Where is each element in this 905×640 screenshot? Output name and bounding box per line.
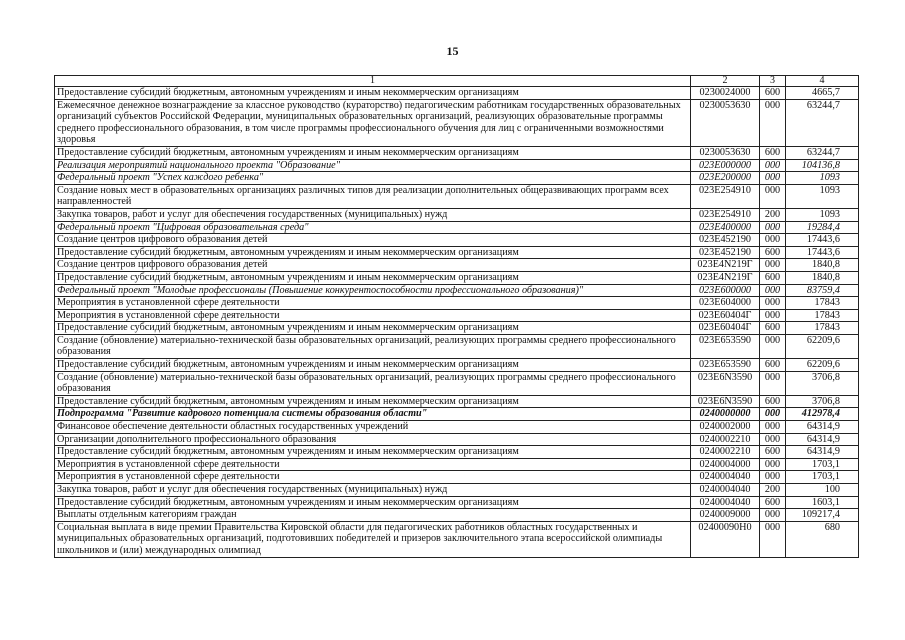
row-code-cell: 023Е653590 (691, 359, 760, 372)
row-code-cell: 0240002210 (691, 433, 760, 446)
table-row (55, 309, 859, 322)
row-name-cell: Предоставление субсидий бюджетным, автономным учреждениям и иным некоммерческим организациям (55, 322, 691, 335)
table-row (55, 359, 859, 372)
row-code-cell: 0240004040 (691, 496, 760, 509)
row-sum-cell: 1093 (786, 172, 859, 185)
row-vr-cell: 000 (760, 284, 786, 297)
table-row (55, 322, 859, 335)
column-header-code: 2 (691, 76, 760, 87)
table-row (55, 395, 859, 408)
row-sum-cell: 1840,8 (786, 259, 859, 272)
row-name-cell: Предоставление субсидий бюджетным, автономным учреждениям и иным некоммерческим организациям (55, 359, 691, 372)
table-row (55, 284, 859, 297)
row-sum-cell: 17843 (786, 297, 859, 310)
row-vr-cell: 000 (760, 334, 786, 358)
row-name-cell: Федеральный проект "Молодые профессионалы (Повышение конкурентоспособности профессионального образования)" (55, 284, 691, 297)
row-name-cell: Предоставление субсидий бюджетным, автономным учреждениям и иным некоммерческим организациям (55, 446, 691, 459)
row-name-cell: Финансовое обеспечение деятельности областных государственных учреждений (55, 421, 691, 434)
row-sum-cell: 109217,4 (786, 509, 859, 522)
row-name-cell: Создание центров цифрового образования детей (55, 234, 691, 247)
row-vr-cell: 000 (760, 234, 786, 247)
row-name-cell: Предоставление субсидий бюджетным, автономным учреждениям и иным некоммерческим организациям (55, 271, 691, 284)
row-sum-cell: 64314,9 (786, 446, 859, 459)
row-vr-cell: 000 (760, 309, 786, 322)
row-vr-cell: 000 (760, 184, 786, 208)
row-code-cell: 0230053630 (691, 99, 760, 146)
row-name-cell: Мероприятия в установленной сфере деятельности (55, 458, 691, 471)
row-vr-cell: 000 (760, 433, 786, 446)
row-name-cell: Создание центров цифрового образования детей (55, 259, 691, 272)
row-vr-cell: 000 (760, 458, 786, 471)
row-code-cell: 023Е6N3590 (691, 371, 760, 395)
row-sum-cell: 3706,8 (786, 371, 859, 395)
row-vr-cell: 000 (760, 421, 786, 434)
table-row (55, 421, 859, 434)
table-row (55, 159, 859, 172)
table-row (55, 146, 859, 159)
row-code-cell: 023Е4N219Г (691, 271, 760, 284)
table-row (55, 496, 859, 509)
table-row (55, 234, 859, 247)
row-code-cell: 0240002210 (691, 446, 760, 459)
page-number: 15 (446, 44, 459, 58)
row-sum-cell: 17443,6 (786, 246, 859, 259)
budget-table-body (55, 76, 859, 558)
table-row (55, 484, 859, 497)
row-vr-cell: 000 (760, 221, 786, 234)
table-row (55, 184, 859, 208)
row-code-cell: 023Е60404Г (691, 322, 760, 335)
row-code-cell: 023Е600000 (691, 284, 760, 297)
row-vr-cell: 600 (760, 359, 786, 372)
row-sum-cell: 1840,8 (786, 271, 859, 284)
row-name-cell: Мероприятия в установленной сфере деятельности (55, 471, 691, 484)
row-sum-cell: 63244,7 (786, 99, 859, 146)
row-name-cell: Предоставление субсидий бюджетным, автономным учреждениям и иным некоммерческим организациям (55, 146, 691, 159)
row-vr-cell: 000 (760, 297, 786, 310)
row-sum-cell: 3706,8 (786, 395, 859, 408)
row-vr-cell: 600 (760, 446, 786, 459)
row-vr-cell: 000 (760, 371, 786, 395)
row-sum-cell: 1703,1 (786, 471, 859, 484)
table-row (55, 172, 859, 185)
row-name-cell: Ежемесячное денежное вознаграждение за классное руководство (кураторство) педагогическим работникам государственных образовательных организаций субъектов Российской Федерации, муниципальных образовательных организаций, реализующих образовательные программы среднего профессионального образования, в том числе программы профессионального обучения для лиц с ограниченными возможностями здоровья (55, 99, 691, 146)
table-row (55, 458, 859, 471)
row-name-cell: Федеральный проект "Успех каждого ребенка" (55, 172, 691, 185)
row-vr-cell: 600 (760, 395, 786, 408)
row-sum-cell: 1093 (786, 208, 859, 221)
row-code-cell: 023Е254910 (691, 184, 760, 208)
row-name-cell: Создание новых мест в образовательных организациях различных типов для реализации дополнительных общеразвивающих программ всех направленностей (55, 184, 691, 208)
row-name-cell: Реализация мероприятий национального проекта "Образование" (55, 159, 691, 172)
table-row (55, 521, 859, 557)
row-sum-cell: 4665,7 (786, 87, 859, 100)
column-header-vr: 3 (760, 76, 786, 87)
row-sum-cell: 17843 (786, 309, 859, 322)
row-code-cell: 023Е200000 (691, 172, 760, 185)
row-name-cell: Предоставление субсидий бюджетным, автономным учреждениям и иным некоммерческим организациям (55, 395, 691, 408)
row-vr-cell: 600 (760, 322, 786, 335)
row-code-cell: 0240004040 (691, 471, 760, 484)
row-name-cell: Выплаты отдельным категориям граждан (55, 509, 691, 522)
row-sum-cell: 1703,1 (786, 458, 859, 471)
table-row (55, 99, 859, 146)
row-vr-cell: 200 (760, 484, 786, 497)
row-code-cell: 023Е452190 (691, 246, 760, 259)
row-name-cell: Предоставление субсидий бюджетным, автономным учреждениям и иным некоммерческим организациям (55, 246, 691, 259)
row-sum-cell: 19284,4 (786, 221, 859, 234)
table-row (55, 87, 859, 100)
row-code-cell: 0240000000 (691, 408, 760, 421)
row-name-cell: Федеральный проект "Цифровая образовательная среда" (55, 221, 691, 234)
row-vr-cell: 600 (760, 246, 786, 259)
row-name-cell: Закупка товаров, работ и услуг для обеспечения государственных (муниципальных) нужд (55, 208, 691, 221)
table-row (55, 221, 859, 234)
row-sum-cell: 62209,6 (786, 359, 859, 372)
row-code-cell: 02400090Н0 (691, 521, 760, 557)
row-sum-cell: 62209,6 (786, 334, 859, 358)
row-sum-cell: 100 (786, 484, 859, 497)
row-name-cell: Социальная выплата в виде премии Правительства Кировской области для педагогических работников областных государственных и муниципальных образовательных организаций, подготовивших победителей и призеров заключительного этапа всероссийской олимпиады школьников и (или) международных олимпиад (55, 521, 691, 557)
row-code-cell: 023Е4N219Г (691, 259, 760, 272)
table-row (55, 208, 859, 221)
row-name-cell: Создание (обновление) материально-технической базы образовательных организаций, реализующих программы среднего профессионального образования (55, 334, 691, 358)
row-sum-cell: 64314,9 (786, 433, 859, 446)
row-sum-cell: 104136,8 (786, 159, 859, 172)
row-vr-cell: 600 (760, 87, 786, 100)
table-row (55, 471, 859, 484)
row-vr-cell: 600 (760, 271, 786, 284)
row-code-cell: 023Е604000 (691, 297, 760, 310)
row-vr-cell: 000 (760, 259, 786, 272)
row-vr-cell: 000 (760, 521, 786, 557)
row-sum-cell: 64314,9 (786, 421, 859, 434)
row-code-cell: 0240004040 (691, 484, 760, 497)
row-code-cell: 0240009000 (691, 509, 760, 522)
row-code-cell: 023Е653590 (691, 334, 760, 358)
row-sum-cell: 1603,1 (786, 496, 859, 509)
table-row (55, 408, 859, 421)
row-vr-cell: 000 (760, 408, 786, 421)
table-row (55, 509, 859, 522)
table-row (55, 297, 859, 310)
table-row (55, 271, 859, 284)
row-vr-cell: 000 (760, 99, 786, 146)
column-header-name: 1 (55, 76, 691, 87)
table-row (55, 246, 859, 259)
table-row (55, 334, 859, 358)
row-name-cell: Подпрограмма "Развитие кадрового потенциала системы образования области" (55, 408, 691, 421)
row-sum-cell: 17843 (786, 322, 859, 335)
row-name-cell: Организации дополнительного профессионального образования (55, 433, 691, 446)
row-code-cell: 023Е400000 (691, 221, 760, 234)
row-name-cell: Предоставление субсидий бюджетным, автономным учреждениям и иным некоммерческим организациям (55, 496, 691, 509)
row-code-cell: 0240004000 (691, 458, 760, 471)
row-code-cell: 023Е254910 (691, 208, 760, 221)
row-vr-cell: 600 (760, 146, 786, 159)
row-sum-cell: 63244,7 (786, 146, 859, 159)
row-sum-cell: 1093 (786, 184, 859, 208)
row-name-cell: Предоставление субсидий бюджетным, автономным учреждениям и иным некоммерческим организациям (55, 87, 691, 100)
table-row (55, 446, 859, 459)
table-row (55, 259, 859, 272)
row-name-cell: Мероприятия в установленной сфере деятельности (55, 297, 691, 310)
row-code-cell: 0240002000 (691, 421, 760, 434)
row-vr-cell: 000 (760, 159, 786, 172)
column-header-sum: 4 (786, 76, 859, 87)
table-row (55, 433, 859, 446)
row-sum-cell: 17443,6 (786, 234, 859, 247)
row-vr-cell: 200 (760, 208, 786, 221)
row-name-cell: Создание (обновление) материально-технической базы образовательных организаций, реализующих программы среднего профессионального образования (55, 371, 691, 395)
row-code-cell: 023Е452190 (691, 234, 760, 247)
row-vr-cell: 000 (760, 172, 786, 185)
row-code-cell: 0230053630 (691, 146, 760, 159)
row-code-cell: 023Е6N3590 (691, 395, 760, 408)
row-code-cell: 0230024000 (691, 87, 760, 100)
row-sum-cell: 83759,4 (786, 284, 859, 297)
row-sum-cell: 680 (786, 521, 859, 557)
row-name-cell: Мероприятия в установленной сфере деятельности (55, 309, 691, 322)
budget-table (54, 75, 859, 558)
row-code-cell: 023Е60404Г (691, 309, 760, 322)
row-vr-cell: 000 (760, 509, 786, 522)
row-code-cell: 023Е000000 (691, 159, 760, 172)
row-sum-cell: 412978,4 (786, 408, 859, 421)
column-header-row (55, 76, 859, 87)
row-vr-cell: 000 (760, 471, 786, 484)
row-name-cell: Закупка товаров, работ и услуг для обеспечения государственных (муниципальных) нужд (55, 484, 691, 497)
row-vr-cell: 600 (760, 496, 786, 509)
table-row (55, 371, 859, 395)
